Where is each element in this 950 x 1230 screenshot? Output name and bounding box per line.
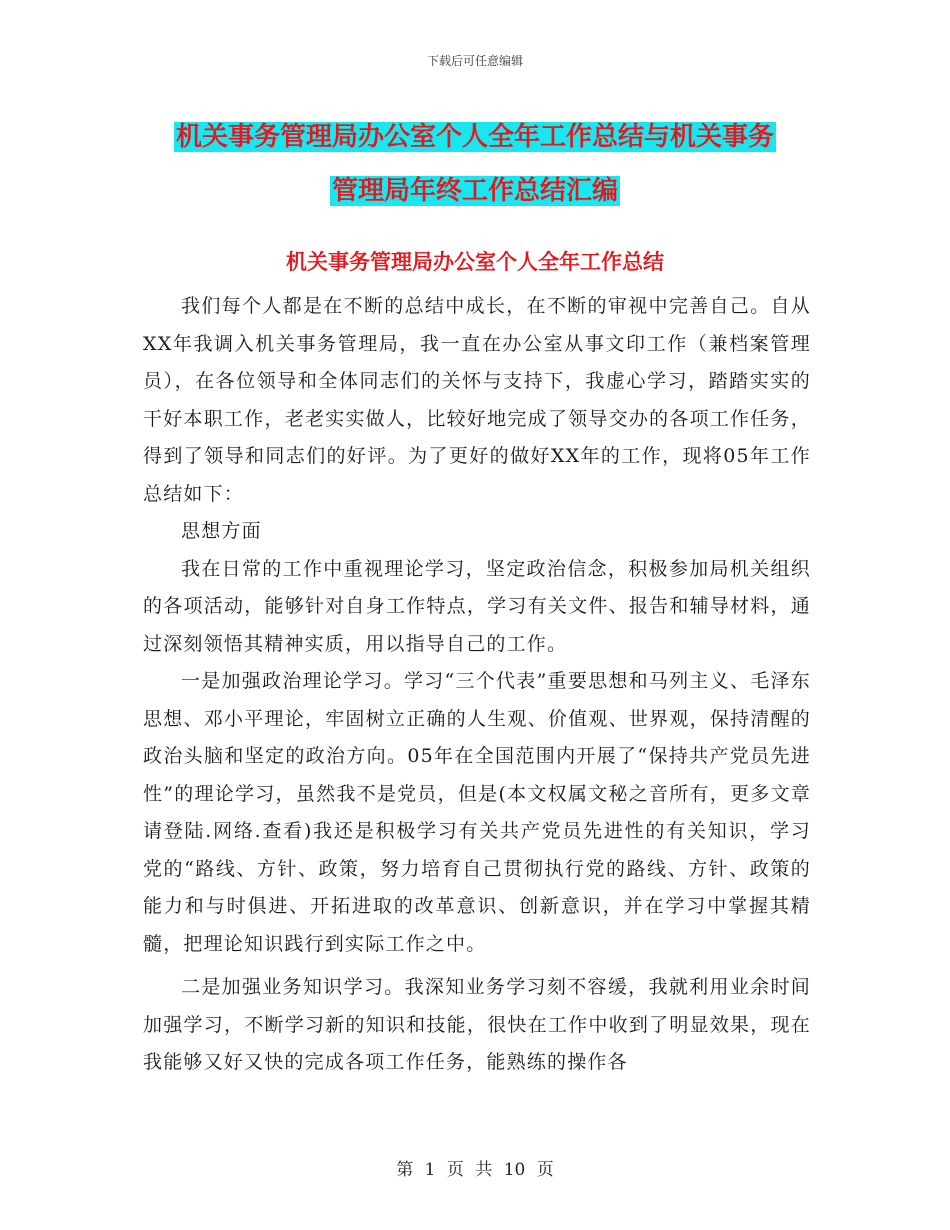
document-title — [120, 110, 830, 218]
document-title-line-1: 机关事务管理局办公室个人全年工作总结与机关事务 — [175, 122, 774, 152]
paragraph-intro: 我们每个人都是在不断的总结中成长，在不断的审视中完善自己。自从XX年我调入机关事务管理局，我一直在办公室从事文印工作（兼档案管理员），在各位领导和全体同志们的关怀与支持下，我虚心学习，踏踏实实的干好本职工作，老老实实做人，比较好地完成了领导交办的各项工作任务，得到了领导和同志们的好评。为了更好的做好XX年的工作，现将05年工作总结如下： — [143, 295, 811, 505]
document-title-line-2: 管理局年终工作总结汇编 — [331, 176, 618, 206]
body-text — [143, 288, 811, 1082]
page-footer: 第 1 页 共 10 页 — [396, 1160, 554, 1180]
paragraph-political-study: 一是加强政治理论学习。学习“三个代表”重要思想和马列主义、毛泽东思想、邓小平理论，牢固树立正确的人生观、价值观、世界观，保持清醒的政治头脑和坚定的政治方向。05年在全国范围内开展了“保持共产党员先进性”的理论学习，虽然我不是党员，但是(本文权属文秘之音所有，更多文章请登陆.网络.查看)我还是积极学习有关共产党员先进性的有关知识，学习党的“路线、方针、政策，努力培育自己贯彻执行党的路线、方针、政策的能力和与时俱进、开拓进取的改革意识、创新意识，并在学习中掌握其精髓，把理论知识践行到实际工作之中。 — [143, 670, 811, 955]
section-title: 机关事务管理局办公室个人全年工作总结 — [286, 250, 664, 274]
paragraph-business-study: 二是加强业务知识学习。我深知业务学习刻不容缓，我就利用业余时间加强学习，不断学习新的知识和技能，很快在工作中收到了明显效果，现在我能够又好又快的完成各项工作任务，能熟练的操作各 — [143, 976, 811, 1073]
paragraph-heading-thought: 思想方面 — [181, 520, 262, 542]
paragraph-thought: 我在日常的工作中重视理论学习，坚定政治信念，积极参加局机关组织的各项活动，能够针对自身工作特点，学习有关文件、报告和辅导材料，通过深刻领悟其精神实质，用以指导自己的工作。 — [143, 557, 811, 655]
header-note: 下载后可任意编辑 — [426, 54, 523, 68]
